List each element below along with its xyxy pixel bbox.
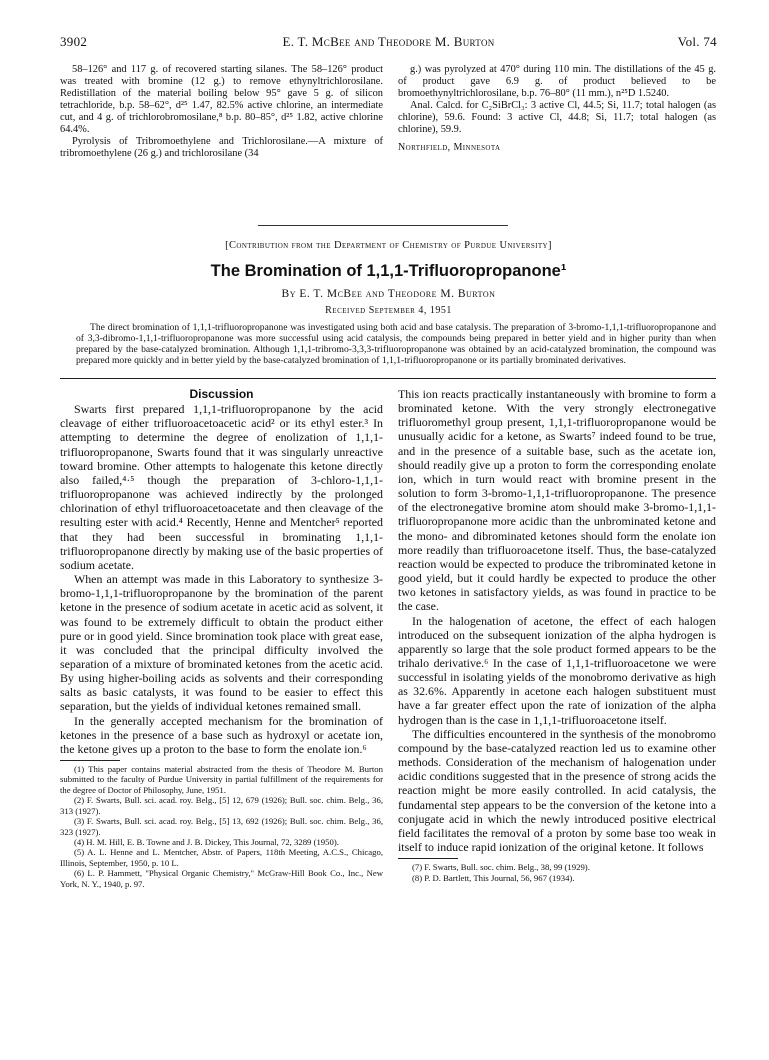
- footnote: (3) F. Swarts, Bull. sci. acad. roy. Belg., [5] 13, 692 (1926); Bull. soc. chim. Belg., 36, 323 (1927).: [60, 816, 383, 837]
- body-paragraph: The difficulties encountered in the synthesis of the monobromo compound by the base-catalyzed reaction led us to examine other methods. Consideration of the mechanism of halogenation under acidic conditions suggested that in the presence of strong acids the reaction might be more easily controlled. In acid catalysis, the fundamental step appears to be the conversion of the ketone into a conjugate acid in which the newly introduced positive electrical field facilitates the removal of a proton by some base too weak in itself to induce rapid ionization of the original ketone. It follows: [398, 726, 716, 854]
- footnote: (8) P. D. Bartlett, This Journal, 56, 967 (1934).: [412, 872, 575, 883]
- abstract-rule: [60, 378, 716, 379]
- footnote-rule: [398, 858, 458, 859]
- experimental-paragraph: g.) was pyrolyzed at 470° during 110 min. The distillations of the 45 g. of product gave 6.9 g. of product believed to be bromoethynyltrichlorosilane, b.p. 76–80° (11 mm.), n²⁵D 1.5240.: [398, 64, 716, 99]
- footnote: (5) A. L. Henne and L. Mentcher, Abstr. of Papers, 118th Meeting, A.C.S., Chicago, Illinois, September, 1950, p. 10 L.: [60, 847, 383, 868]
- body-paragraph: In the halogenation of acetone, the effect of each halogen introduced on the subsequent ionization of the alpha hydrogen is apparently so large that the sole product formed appears to be the trihalo derivative.⁶ In the case of 1,1,1-trifluoroacetone we were successful in isolating yields of the monobromo derivative as high as 32.6%. Apparently in acetone each halogen substituent must have a far greater effect upon the rate of ionization of the alpha hydrogen than is the case in 1,1,1-trifluoroacetone itself.: [398, 613, 716, 727]
- running-head-authors: E. T. McBee and Theodore M. Burton: [282, 34, 495, 49]
- article-separator-rule: [258, 225, 508, 226]
- received-date: Received September 4, 1951: [325, 305, 452, 316]
- footnote: (6) L. P. Hammett, "Physical Organic Chemistry," McGraw-Hill Book Co., Inc., New York, N. Y., 1940, p. 97.: [60, 868, 383, 889]
- experimental-paragraph: 58–126° and 117 g. of recovered starting silanes. The 58–126° product was treated with bromine (12 g.) to remove ethynyltrichlorosilane. Redistillation of the material boiling below 95° gave 5 g. of silicon tetrachloride, b.p. 58–62°, d²⁵ 1.47, 82.5% active chlorine, an intermediate cut, and 4 g. of trichlorobromosilane,⁸ b.p. 80–85°, d²⁵ 1.82, active chlorine 64.4%.: [60, 64, 383, 135]
- discussion-left-column: [60, 387, 383, 889]
- footnote-rule: [60, 760, 120, 761]
- body-paragraph: When an attempt was made in this Laboratory to synthesize 3-bromo-1,1,1-trifluoropropanone by the bromination of the parent ketone in the presence of sodium acetate in acetic acid as solvent, it was found to be extremely difficult to obtain the product either pure or in good yield. Since bromination took place with great ease, it was concluded that the principal difficulty involved the separation of a mixture of brominated ketones from the acetic acid. By using higher-boiling acids as solvents and their corresponding salts as basic catalysts, it was found to be easier to effect this separation, but the yields of individual ketones remained small.: [60, 572, 383, 714]
- page-number: 3902: [60, 34, 88, 49]
- section-heading: Discussion: [189, 387, 254, 401]
- discussion-right-column: [398, 387, 716, 883]
- article-title: The Bromination of 1,1,1-Trifluoropropanone¹: [210, 262, 567, 280]
- previous-article-right-column: [398, 64, 716, 154]
- footnote: (2) F. Swarts, Bull. sci. acad. roy. Belg., [5] 12, 679 (1926); Bull. soc. chim. Belg., 36, 313 (1927).: [60, 795, 383, 816]
- running-head: [60, 34, 717, 52]
- article-byline: By E. T. McBee and Theodore M. Burton: [281, 288, 496, 300]
- footnote: (1) This paper contains material abstracted from the thesis of Theodore M. Burton submitted to the faculty of Purdue University in partial fulfillment of the requirements for the degree of Doctor of Philosophy, June, 1951.: [60, 764, 383, 795]
- contribution-line: [Contribution from the Department of Chemistry of Purdue University]: [225, 240, 552, 251]
- analysis-paragraph: Anal. Calcd. for C₂SiBrCl₃: 3 active Cl, 44.5; Si, 11.7; total halogen (as chlorine), 59.6. Found: 3 active Cl, 44.8; Si, 11.7; total halogen (as chlorine), 59.9.: [398, 100, 716, 135]
- footnote: (7) F. Swarts, Bull. soc. chim. Belg., 38, 99 (1929).: [412, 862, 590, 873]
- body-paragraph: In the generally accepted mechanism for the bromination of ketones in the presence of a base such as hydroxyl or acetate ion, the ketone gives up a proton to the base to form the enolate ion.⁶: [60, 713, 383, 756]
- body-paragraph: Swarts first prepared 1,1,1-trifluoropropanone by the acid cleavage of either trifluoroacetoacetic acid² or its ethyl ester.³ In attempting to determine the degree of enolization of 1,1,1-trifluoropropanone, Swarts found that it was singularly unreactive toward bromine. Other attempts to halogenate this ketone directly also failed,⁴·⁵ though the preparation of 3-chloro-1,1,1-trifluoropropanone was achieved indirectly by the prolonged chlorination of ethyl trifluoroacetoacetate and then cleavage of the resulting ester with acid.⁴ Recently, Henne and Mentcher⁵ reported that they had been successful in brominating 1,1,1-trifluoropropanone directly by making use of the basic properties of sodium acetate.: [60, 402, 383, 572]
- experimental-paragraph: Pyrolysis of Tribromoethylene and Trichlorosilane.—A mixture of tribromoethylene (26 g.) and trichlorosilane (34: [60, 136, 383, 159]
- abstract: The direct bromination of 1,1,1-trifluoropropanone was investigated using both acid and base catalysis. The preparation of 3-bromo-1,1,1-trifluoropropanone and of 3,3-dibromo-1,1,1-trifluoropropanone was more successful using acid catalysis, the compounds being prepared in better yield and in higher purity than when prepared by the base-catalyzed bromination. Although 1,1,1-tribromo-3,3,3-trifluoropropanone was obtained by an acid-catalyzed bromination, the compound was prepared more quickly and in better yield by the base-catalyzed bromination of 1,1,1-trifluoropropanone or its partially brominated derivatives.: [76, 322, 716, 366]
- dateline: Northfield, Minnesota: [398, 142, 501, 153]
- footnote: (4) H. M. Hill, E. B. Towne and J. B. Dickey, This Journal, 72, 3289 (1950).: [74, 836, 339, 847]
- previous-article-left-column: [60, 64, 383, 160]
- volume-number: Vol. 74: [677, 34, 717, 49]
- body-paragraph: This ion reacts practically instantaneously with bromine to form a brominated ketone. With the very strongly electronegative trifluoromethyl group present, 1,1,1-trifluoropropanone would be unusually acidic for a ketone, as Swarts⁷ indeed found to be true, and in the presence of a suitable base, such as the acetate ion, should readily give up a proton to form the corresponding enolate ion, which in turn would react with bromine present in the solution to form 3-bromo-1,1,1-trifluoropropanone. The presence of the electronegative bromine atom should make 3-bromo-1,1,1-trifluoropropanone more acidic than the unbrominated ketone and the mono- and dibrominated ketones should form the enolate ion more readily than trifluoroacetone itself. Thus, the base-catalyzed reaction would be expected to produce the tribrominated ketone in good yield, but it could hardly be expected to produce the other two ketones in satisfactory yields, as was found in practice to be the case.: [398, 387, 716, 614]
